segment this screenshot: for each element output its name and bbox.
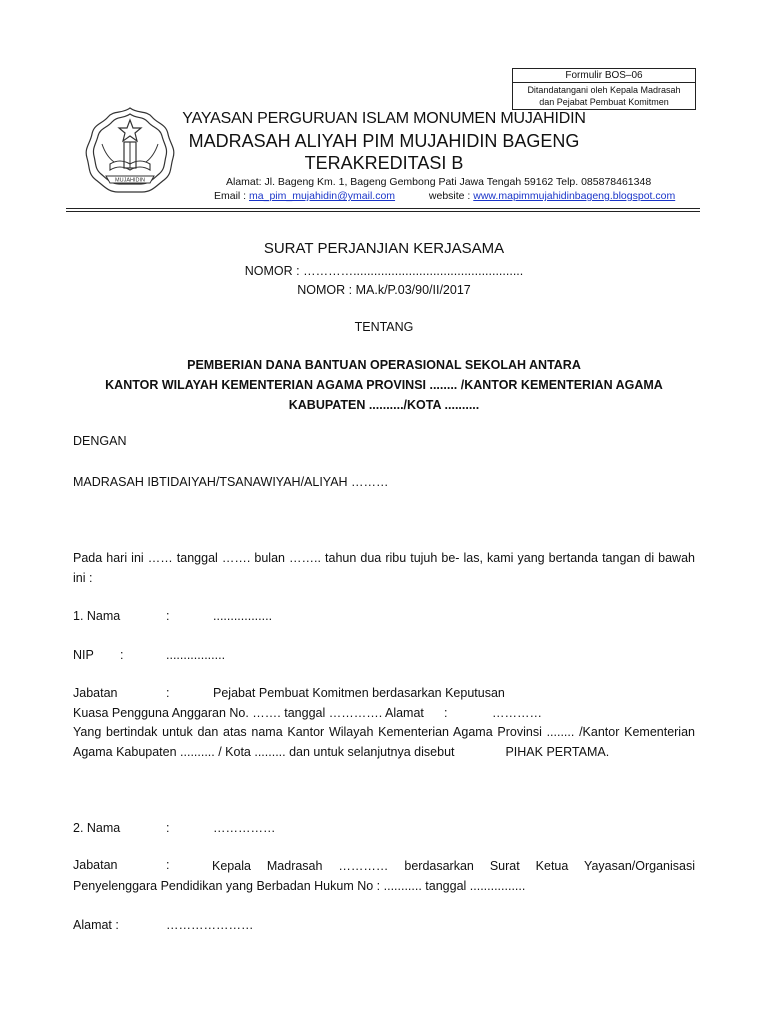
- contact-line: [214, 190, 675, 202]
- letterhead-divider-thin: [66, 211, 700, 212]
- subject-line-1: PEMBERIAN DANA BANTUAN OPERASIONAL SEKOLAH ANTARA: [187, 358, 581, 372]
- party2-address-label: Alamat :: [73, 918, 119, 932]
- party1-nip-label: NIP: [73, 648, 94, 662]
- madrasah-line: MADRASAH IBTIDAIYAH/TSANAWIYAH/ALIYAH ………: [73, 475, 389, 489]
- party1-position-label: Jabatan: [73, 686, 118, 700]
- accreditation: TERAKREDITASI B: [304, 153, 464, 173]
- logo-text: MUJAHIDIN: [115, 177, 145, 184]
- party2-position-text: Kepala Madrasah ………… berdasarkan Surat Ketua Yayasan/Organisasi Penyelenggara Pendidikan yang Berbadan Hukum No : ........... tanggal ................: [73, 859, 695, 893]
- party2-position-label: Jabatan: [73, 858, 118, 872]
- form-note: [513, 83, 695, 108]
- email-link[interactable]: ma_pim_mujahidin@ymail.com: [249, 190, 396, 202]
- party1-designation: PIHAK PERTAMA.: [505, 745, 610, 759]
- party1-name-sep: :: [166, 609, 170, 623]
- form-note-line2: dan Pejabat Pembuat Komitmen: [539, 97, 669, 107]
- document-title: SURAT PERJANJIAN KERJASAMA: [263, 240, 505, 257]
- website-link[interactable]: www.mapimmujahidinbageng.blogspot.com: [473, 190, 676, 202]
- email-label: Email :: [214, 190, 247, 202]
- form-code: Formulir BOS–06: [513, 69, 695, 83]
- party1-position-sep: :: [166, 686, 170, 700]
- party1-name-value: .................: [213, 609, 273, 623]
- document-number-blank: NOMOR : ………….................................................: [244, 264, 524, 278]
- school-name: MADRASAH ALIYAH PIM MUJAHIDIN BAGENG: [188, 131, 580, 151]
- school-address: Alamat: Jl. Bageng Km. 1, Bageng Gembong Pati Jawa Tengah 59162 Telp. 085878461348: [226, 176, 652, 188]
- tentang-heading: TENTANG: [354, 320, 414, 334]
- party1-nip-value: .................: [166, 648, 226, 662]
- party1-acting-paragraph: [73, 722, 695, 762]
- party2-address-value: …………………: [166, 918, 254, 932]
- party1-address-sep: :: [444, 706, 448, 720]
- letterhead-divider: [66, 208, 700, 209]
- party1-address-value: …………: [492, 706, 542, 720]
- party2-position-sep: :: [166, 858, 170, 872]
- party1-nip-sep: :: [120, 648, 124, 662]
- party2-name-value: ……………: [213, 821, 276, 835]
- document-number: NOMOR : MA.k/P.03/90/II/2017: [297, 283, 471, 297]
- party1-kpa-line: Kuasa Pengguna Anggaran No. ……. tanggal …………. Alamat: [73, 706, 424, 720]
- party2-name-label: 2. Nama: [73, 821, 121, 835]
- party1-position-value: Pejabat Pembuat Komitmen berdasarkan Keputusan: [213, 686, 505, 700]
- website-label: website :: [428, 190, 471, 202]
- opening-paragraph: Pada hari ini …… tanggal ……. bulan …….. tahun dua ribu tujuh be- las, kami yang bertanda tangan di bawah ini :: [73, 551, 695, 585]
- party2-name-sep: :: [166, 821, 170, 835]
- form-note-line1: Ditandatangani oleh Kepala Madrasah: [527, 85, 681, 95]
- party1-name-label: 1. Nama: [73, 609, 121, 623]
- party1-acting-text: Yang bertindak untuk dan atas nama Kantor Wilayah Kementerian Agama Provinsi ........ /Kantor Kementerian Agama Kabupaten .......... / Kota ......... dan untuk selanjutnya disebut: [73, 725, 695, 759]
- subject-line-3: KABUPATEN ........../KOTA ..........: [288, 398, 480, 412]
- subject-line-2: KANTOR WILAYAH KEMENTERIAN AGAMA PROVINSI ........ /KANTOR KEMENTERIAN AGAMA: [105, 378, 663, 392]
- form-code-box: [512, 68, 696, 110]
- dengan-label: DENGAN: [73, 434, 127, 448]
- foundation-name: YAYASAN PERGURUAN ISLAM MONUMEN MUJAHIDIN: [182, 110, 586, 127]
